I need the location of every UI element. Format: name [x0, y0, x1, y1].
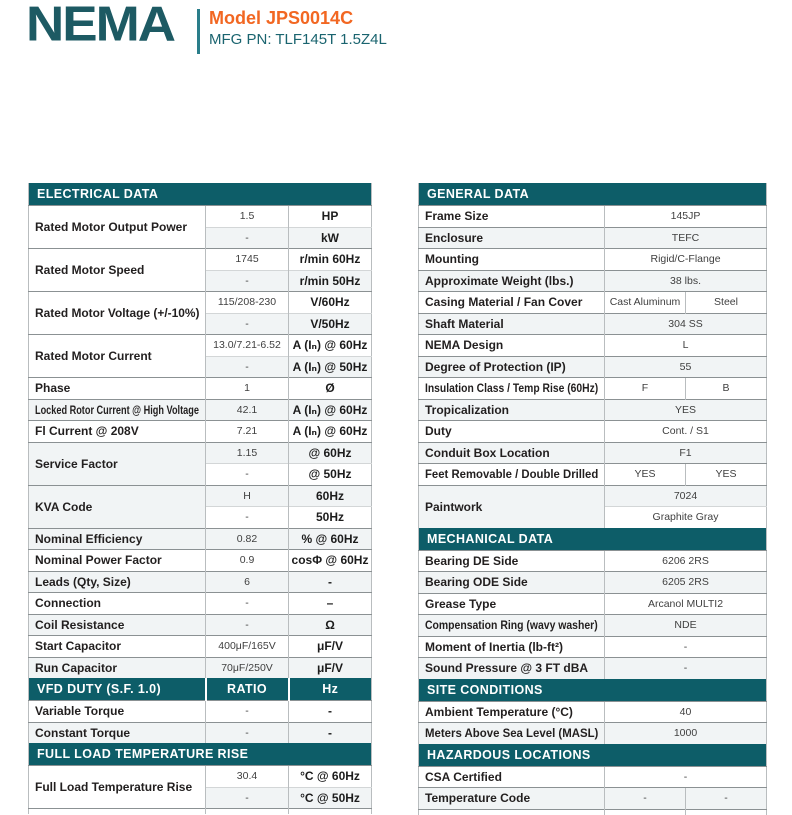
spec-value: 40 — [605, 701, 767, 723]
spec-value: - — [686, 788, 767, 810]
spec-unit: % @ 60Hz — [289, 528, 372, 550]
section-header: SITE CONDITIONS — [419, 679, 767, 702]
section-header-row — [419, 679, 767, 702]
spec-label: Nominal Power Factor — [29, 550, 206, 572]
section-header-row — [29, 678, 372, 701]
spec-unit: μF/V — [289, 657, 372, 678]
spec-row — [29, 249, 372, 271]
mfg-part-number: MFG PN: TLF145T 1.5Z4L — [209, 30, 387, 48]
spec-label: Duty — [419, 421, 605, 443]
spec-row — [419, 356, 767, 378]
spec-value: - — [206, 270, 289, 292]
spec-value: 7024 — [605, 485, 767, 507]
header-divider — [197, 9, 200, 54]
spec-label: Grease Type — [419, 593, 605, 615]
spec-unit: V/60Hz — [289, 292, 372, 314]
spec-row — [419, 249, 767, 271]
spec-value: 6206 2RS — [605, 550, 767, 572]
spec-row — [419, 421, 767, 443]
spec-value: - — [206, 701, 289, 723]
spec-label: Leads (Qty, Size) — [29, 571, 206, 593]
spec-value: B — [686, 378, 767, 400]
section-header-row — [419, 183, 767, 206]
spec-value: - — [206, 356, 289, 378]
nema-logo: NEMA — [26, 0, 175, 52]
spec-unit: HP — [289, 206, 372, 228]
spec-unit: - — [289, 701, 372, 723]
spec-label: Phase — [29, 378, 206, 400]
spec-value: 1000 — [605, 723, 767, 744]
spec-label: Temperature Code — [419, 788, 605, 810]
spec-label: Sound Pressure @ 3 FT dBA — [419, 658, 605, 679]
spec-unit: A (Iₙ) @ 60Hz — [289, 335, 372, 357]
spec-label: Ambient Temperature (°C) — [419, 701, 605, 723]
spec-value: - — [605, 658, 767, 679]
section-header: ELECTRICAL DATA — [29, 183, 372, 206]
spec-label: Tropicalization — [419, 399, 605, 421]
spec-value: 1.5 — [206, 206, 289, 228]
spec-row — [29, 206, 372, 228]
spec-row — [419, 658, 767, 679]
spec-row — [29, 657, 372, 678]
spec-value: F1 — [605, 442, 767, 464]
spec-value: - — [206, 507, 289, 529]
spec-row — [419, 206, 767, 228]
spec-row — [29, 292, 372, 314]
spec-row — [419, 485, 767, 507]
spec-unit: °C @ 60Hz — [289, 766, 372, 788]
spec-unit: μF/V — [289, 636, 372, 658]
spec-row — [419, 270, 767, 292]
spec-value: Graphite Gray — [605, 507, 767, 528]
spec-value: Rigid/C-Flange — [605, 249, 767, 271]
spec-row — [419, 399, 767, 421]
spec-label: Degree of Protection (IP) — [419, 356, 605, 378]
spec-label: Variable Torque — [29, 701, 206, 723]
spec-label: Mounting — [419, 249, 605, 271]
spec-label: Shaft Material — [419, 313, 605, 335]
spec-value: Cont. / S1 — [605, 421, 767, 443]
title-block — [209, 7, 387, 50]
spec-label: Rated Motor Current — [29, 335, 206, 378]
spec-label: Meters Above Sea Level (MASL) — [419, 723, 605, 744]
spec-label: Approximate Weight (lbs.) — [419, 270, 605, 292]
spec-row — [419, 313, 767, 335]
spec-value: - — [605, 766, 767, 788]
spec-label: Rated Motor Voltage (+/-10%) — [29, 292, 206, 335]
spec-row — [29, 571, 372, 593]
spec-label: Compensation Ring (wavy washer) — [419, 615, 605, 637]
spec-row — [419, 378, 767, 400]
spec-value: 400μF/165V — [206, 636, 289, 658]
spec-label: Rated Motor Speed — [29, 249, 206, 292]
model-title: Model JPS0014C — [209, 8, 354, 28]
spec-label: Run Capacitor — [29, 657, 206, 678]
spec-row — [419, 335, 767, 357]
spec-row — [29, 593, 372, 615]
spec-value: 115/208-230 — [206, 292, 289, 314]
spec-value: Steel — [686, 292, 767, 314]
spec-unit: - — [289, 571, 372, 593]
section-header-row — [29, 183, 372, 206]
spec-row — [29, 335, 372, 357]
spec-label: Start Capacitor — [29, 636, 206, 658]
spec-value: - — [206, 313, 289, 335]
spec-row — [29, 378, 372, 400]
section-column-header: Hz — [289, 678, 372, 701]
spec-value: 0.9 — [206, 550, 289, 572]
spec-value: - — [605, 788, 686, 810]
spec-unit: A (Iₙ) @ 60Hz — [289, 399, 372, 421]
spec-value: YES — [605, 399, 767, 421]
spec-value: - — [206, 722, 289, 743]
spec-label: Enclosure — [419, 227, 605, 249]
section-header: VFD DUTY (S.F. 1.0) — [29, 678, 206, 701]
spec-value: 6 — [206, 571, 289, 593]
spec-row — [419, 593, 767, 615]
spec-row — [29, 636, 372, 658]
spec-label: Locked Rotor Current @ High Voltage — [29, 399, 206, 421]
spec-label: Fl Current @ 208V — [29, 421, 206, 443]
stub-cell — [289, 809, 372, 815]
spec-value: 304 SS — [605, 313, 767, 335]
spec-row — [419, 550, 767, 572]
spec-label: Coil Resistance — [29, 614, 206, 636]
spec-value: 30.4 — [206, 766, 289, 788]
table-bottom-stub — [29, 809, 372, 815]
section-column-header: RATIO — [206, 678, 289, 701]
spec-value: NDE — [605, 615, 767, 637]
spec-value: L — [605, 335, 767, 357]
spec-label: Connection — [29, 593, 206, 615]
spec-label: KVA Code — [29, 485, 206, 528]
spec-label: Conduit Box Location — [419, 442, 605, 464]
section-header-row — [419, 528, 767, 551]
spec-label: Paintwork — [419, 485, 605, 528]
section-header-row — [419, 744, 767, 767]
spec-row — [419, 766, 767, 788]
spec-unit: V/50Hz — [289, 313, 372, 335]
spec-label: NEMA Design — [419, 335, 605, 357]
spec-unit: @ 60Hz — [289, 442, 372, 464]
spec-label: Constant Torque — [29, 722, 206, 743]
spec-unit: cosΦ @ 60Hz — [289, 550, 372, 572]
stub-cell — [605, 809, 686, 815]
spec-row — [419, 292, 767, 314]
spec-row — [419, 636, 767, 658]
spec-value: Arcanol MULTI2 — [605, 593, 767, 615]
spec-value: TEFC — [605, 227, 767, 249]
spec-value: 38 lbs. — [605, 270, 767, 292]
spec-row — [419, 701, 767, 723]
spec-value: Cast Aluminum — [605, 292, 686, 314]
general-data-table — [418, 183, 767, 815]
spec-label: Casing Material / Fan Cover — [419, 292, 605, 314]
spec-value: YES — [686, 464, 767, 486]
spec-label: Feet Removable / Double Drilled — [419, 464, 605, 486]
spec-value: 13.0/7.21-6.52 — [206, 335, 289, 357]
spec-value: 55 — [605, 356, 767, 378]
section-header: MECHANICAL DATA — [419, 528, 767, 551]
spec-label: Full Load Temperature Rise — [29, 766, 206, 809]
spec-row — [29, 399, 372, 421]
section-header-row — [29, 743, 372, 766]
spec-unit: A (Iₙ) @ 60Hz — [289, 421, 372, 443]
spec-value: 70μF/250V — [206, 657, 289, 678]
spec-unit: 50Hz — [289, 507, 372, 529]
spec-row — [419, 227, 767, 249]
stub-cell — [29, 809, 206, 815]
spec-value: F — [605, 378, 686, 400]
spec-unit: Ω — [289, 614, 372, 636]
spec-label: Rated Motor Output Power — [29, 206, 206, 249]
spec-unit: °C @ 50Hz — [289, 787, 372, 809]
spec-label: Moment of Inertia (lb-ft²) — [419, 636, 605, 658]
spec-unit: – — [289, 593, 372, 615]
spec-unit: @ 50Hz — [289, 464, 372, 486]
spec-unit: kW — [289, 227, 372, 249]
general-data-body — [419, 183, 767, 815]
section-header: GENERAL DATA — [419, 183, 767, 206]
spec-label: Nominal Efficiency — [29, 528, 206, 550]
spec-label: Frame Size — [419, 206, 605, 228]
spec-row — [419, 615, 767, 637]
spec-value: 42.1 — [206, 399, 289, 421]
spec-value: - — [206, 227, 289, 249]
spec-label: Service Factor — [29, 442, 206, 485]
section-header: HAZARDOUS LOCATIONS — [419, 744, 767, 767]
spec-row — [29, 550, 372, 572]
electrical-data-table — [28, 183, 372, 814]
spec-row — [29, 701, 372, 723]
spec-label: Bearing ODE Side — [419, 572, 605, 594]
spec-row — [419, 572, 767, 594]
spec-row — [419, 723, 767, 744]
spec-value: 6205 2RS — [605, 572, 767, 594]
spec-unit: Ø — [289, 378, 372, 400]
spec-row — [419, 464, 767, 486]
spec-label: CSA Certified — [419, 766, 605, 788]
section-header: FULL LOAD TEMPERATURE RISE — [29, 743, 372, 766]
spec-value: 1745 — [206, 249, 289, 271]
spec-row — [419, 442, 767, 464]
spec-row — [29, 722, 372, 743]
spec-value: - — [206, 787, 289, 809]
spec-unit: 60Hz — [289, 485, 372, 507]
spec-label: Bearing DE Side — [419, 550, 605, 572]
spec-value: H — [206, 485, 289, 507]
spec-value: 0.82 — [206, 528, 289, 550]
spec-unit: r/min 60Hz — [289, 249, 372, 271]
spec-row — [29, 614, 372, 636]
spec-value: - — [206, 464, 289, 486]
spec-value: 1 — [206, 378, 289, 400]
stub-cell — [206, 809, 289, 815]
electrical-data-body — [29, 183, 372, 814]
spec-unit: - — [289, 722, 372, 743]
spec-value: 1.15 — [206, 442, 289, 464]
spec-row — [29, 421, 372, 443]
spec-row — [29, 766, 372, 788]
stub-cell — [686, 809, 767, 815]
spec-value: - — [206, 614, 289, 636]
spec-value: 145JP — [605, 206, 767, 228]
spec-row — [29, 485, 372, 507]
spec-value: - — [206, 593, 289, 615]
spec-unit: r/min 50Hz — [289, 270, 372, 292]
stub-cell — [419, 809, 605, 815]
spec-row — [29, 442, 372, 464]
table-bottom-stub — [419, 809, 767, 815]
spec-unit: A (Iₙ) @ 50Hz — [289, 356, 372, 378]
spec-label: Insulation Class / Temp Rise (60Hz) — [419, 378, 605, 400]
spec-row — [29, 528, 372, 550]
spec-value: YES — [605, 464, 686, 486]
spec-value: - — [605, 636, 767, 658]
spec-row — [419, 788, 767, 810]
spec-value: 7.21 — [206, 421, 289, 443]
